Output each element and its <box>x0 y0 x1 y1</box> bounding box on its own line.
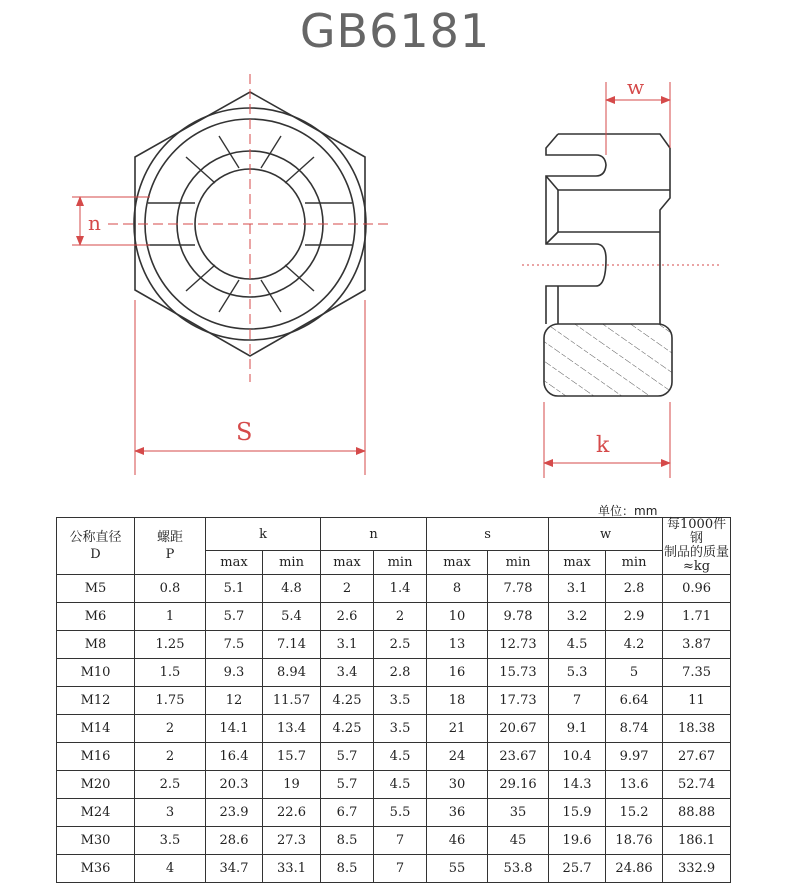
cell-k-min: 19 <box>263 771 321 799</box>
cell-weight: 0.96 <box>663 575 731 603</box>
cell-s-max: 16 <box>427 659 488 687</box>
cell-s-min: 15.73 <box>488 659 549 687</box>
cell-w-min: 6.64 <box>606 687 663 715</box>
header-k: k <box>206 518 321 551</box>
header-p-bottom: P <box>165 547 175 562</box>
cell-p: 2 <box>135 743 206 771</box>
cell-k-min: 27.3 <box>263 827 321 855</box>
cell-n-max: 8.5 <box>321 827 374 855</box>
cell-k-min: 11.57 <box>263 687 321 715</box>
cell-w-min: 2.9 <box>606 603 663 631</box>
side-chamfer-line <box>546 176 558 190</box>
cell-d: M6 <box>57 603 135 631</box>
cell-k-min: 22.6 <box>263 799 321 827</box>
cell-w-max: 25.7 <box>549 855 606 883</box>
cell-d: M16 <box>57 743 135 771</box>
cell-n-max: 5.7 <box>321 771 374 799</box>
cell-n-max: 2.6 <box>321 603 374 631</box>
cell-w-min: 24.86 <box>606 855 663 883</box>
cell-s-max: 21 <box>427 715 488 743</box>
cell-n-min: 3.5 <box>374 687 427 715</box>
header-nominal-diameter <box>57 518 135 575</box>
cell-n-min: 4.5 <box>374 743 427 771</box>
cell-w-min: 13.6 <box>606 771 663 799</box>
cell-w-max: 4.5 <box>549 631 606 659</box>
cell-k-max: 16.4 <box>206 743 263 771</box>
cell-n-max: 4.25 <box>321 687 374 715</box>
header-pitch <box>135 518 206 575</box>
cell-s-min: 17.73 <box>488 687 549 715</box>
cell-k-max: 20.3 <box>206 771 263 799</box>
side-outline-top <box>558 134 670 324</box>
header-w: w <box>549 518 663 551</box>
header-weight-line2: 制品的质量 <box>664 545 730 560</box>
label-k: k <box>596 433 610 458</box>
section-hatch-area <box>544 324 672 396</box>
cell-k-max: 12 <box>206 687 263 715</box>
cell-s-min: 20.67 <box>488 715 549 743</box>
cell-d: M5 <box>57 575 135 603</box>
cell-s-max: 13 <box>427 631 488 659</box>
cell-d: M8 <box>57 631 135 659</box>
cell-k-min: 15.7 <box>263 743 321 771</box>
cell-n-min: 7 <box>374 855 427 883</box>
cell-s-min: 9.78 <box>488 603 549 631</box>
cell-n-min: 5.5 <box>374 799 427 827</box>
label-w: w <box>627 75 645 99</box>
cell-n-min: 7 <box>374 827 427 855</box>
table-row <box>57 575 731 603</box>
cell-d: M20 <box>57 771 135 799</box>
cell-k-max: 28.6 <box>206 827 263 855</box>
cell-weight: 186.1 <box>663 827 731 855</box>
cell-n-max: 3.4 <box>321 659 374 687</box>
cell-s-min: 35 <box>488 799 549 827</box>
cell-d: M10 <box>57 659 135 687</box>
cell-k-max: 9.3 <box>206 659 263 687</box>
cell-s-min: 7.78 <box>488 575 549 603</box>
cell-w-max: 10.4 <box>549 743 606 771</box>
cell-weight: 52.74 <box>663 771 731 799</box>
header-s: s <box>427 518 549 551</box>
cell-s-max: 36 <box>427 799 488 827</box>
label-s: S <box>236 418 253 446</box>
cell-k-min: 5.4 <box>263 603 321 631</box>
cell-s-min: 29.16 <box>488 771 549 799</box>
header-n: n <box>321 518 427 551</box>
cell-n-min: 1.4 <box>374 575 427 603</box>
header-s-min: min <box>488 551 549 575</box>
cell-p: 1.25 <box>135 631 206 659</box>
table-row <box>57 855 731 883</box>
header-p-top: 螺距 <box>156 530 183 545</box>
table-body <box>57 575 731 883</box>
table-row <box>57 715 731 743</box>
cell-n-min: 2.8 <box>374 659 427 687</box>
header-row-main <box>57 518 731 551</box>
label-n: n <box>88 211 101 235</box>
cell-weight: 88.88 <box>663 799 731 827</box>
cell-weight: 1.71 <box>663 603 731 631</box>
cell-w-max: 9.1 <box>549 715 606 743</box>
cell-p: 2.5 <box>135 771 206 799</box>
table-row <box>57 603 731 631</box>
cell-weight: 3.87 <box>663 631 731 659</box>
cell-p: 3 <box>135 799 206 827</box>
cell-w-max: 3.1 <box>549 575 606 603</box>
cell-weight: 18.38 <box>663 715 731 743</box>
table-row <box>57 827 731 855</box>
cell-w-min: 9.97 <box>606 743 663 771</box>
cell-p: 2 <box>135 715 206 743</box>
cell-s-max: 18 <box>427 687 488 715</box>
cell-p: 1.75 <box>135 687 206 715</box>
cell-k-min: 8.94 <box>263 659 321 687</box>
cell-k-min: 33.1 <box>263 855 321 883</box>
cell-p: 3.5 <box>135 827 206 855</box>
cell-w-min: 18.76 <box>606 827 663 855</box>
cell-w-max: 19.6 <box>549 827 606 855</box>
page-title: GB6181 <box>299 4 491 58</box>
header-d-bottom: D <box>90 547 101 562</box>
cell-n-max: 2 <box>321 575 374 603</box>
cell-k-max: 14.1 <box>206 715 263 743</box>
cell-n-max: 8.5 <box>321 855 374 883</box>
cell-k-max: 34.7 <box>206 855 263 883</box>
cell-p: 1.5 <box>135 659 206 687</box>
table-row <box>57 799 731 827</box>
cell-w-max: 3.2 <box>549 603 606 631</box>
cell-d: M14 <box>57 715 135 743</box>
header-w-min: min <box>606 551 663 575</box>
cell-d: M24 <box>57 799 135 827</box>
cell-s-max: 8 <box>427 575 488 603</box>
table-row <box>57 659 731 687</box>
cell-s-min: 45 <box>488 827 549 855</box>
table-row <box>57 687 731 715</box>
cell-weight: 11 <box>663 687 731 715</box>
header-weight-line3: ≈kg <box>683 559 711 574</box>
cell-w-max: 15.9 <box>549 799 606 827</box>
cell-d: M30 <box>57 827 135 855</box>
cell-weight: 27.67 <box>663 743 731 771</box>
header-s-max: max <box>427 551 488 575</box>
cell-d: M36 <box>57 855 135 883</box>
cell-w-min: 5 <box>606 659 663 687</box>
cell-s-max: 10 <box>427 603 488 631</box>
cell-w-min: 8.74 <box>606 715 663 743</box>
cell-w-min: 4.2 <box>606 631 663 659</box>
cell-s-min: 53.8 <box>488 855 549 883</box>
cell-k-min: 4.8 <box>263 575 321 603</box>
cell-w-max: 7 <box>549 687 606 715</box>
cell-s-max: 55 <box>427 855 488 883</box>
header-weight <box>663 518 731 575</box>
table-row <box>57 743 731 771</box>
cell-k-max: 5.7 <box>206 603 263 631</box>
cell-n-max: 6.7 <box>321 799 374 827</box>
header-w-max: max <box>549 551 606 575</box>
header-d-top: 公称直径 <box>69 530 122 545</box>
side-outline-left <box>546 134 606 324</box>
cell-p: 0.8 <box>135 575 206 603</box>
cell-n-min: 3.5 <box>374 715 427 743</box>
cell-n-max: 3.1 <box>321 631 374 659</box>
unit-label: 单位：mm <box>598 504 658 518</box>
header-weight-line1: 每1000件钢 <box>667 517 727 546</box>
cell-k-max: 7.5 <box>206 631 263 659</box>
cell-s-min: 23.67 <box>488 743 549 771</box>
header-n-min: min <box>374 551 427 575</box>
header-k-min: min <box>263 551 321 575</box>
table-row <box>57 631 731 659</box>
spec-table <box>56 517 731 883</box>
cell-w-min: 15.2 <box>606 799 663 827</box>
cell-n-min: 2.5 <box>374 631 427 659</box>
cell-n-min: 2 <box>374 603 427 631</box>
cell-k-max: 5.1 <box>206 575 263 603</box>
cell-n-max: 4.25 <box>321 715 374 743</box>
cell-s-max: 30 <box>427 771 488 799</box>
cell-d: M12 <box>57 687 135 715</box>
cell-k-max: 23.9 <box>206 799 263 827</box>
cell-k-min: 13.4 <box>263 715 321 743</box>
front-dimensions <box>72 74 392 475</box>
header-n-max: max <box>321 551 374 575</box>
cell-s-max: 24 <box>427 743 488 771</box>
cell-n-min: 4.5 <box>374 771 427 799</box>
cell-p: 4 <box>135 855 206 883</box>
cell-n-max: 5.7 <box>321 743 374 771</box>
cell-weight: 332.9 <box>663 855 731 883</box>
cell-s-max: 46 <box>427 827 488 855</box>
table-row <box>57 771 731 799</box>
cell-p: 1 <box>135 603 206 631</box>
header-k-max: max <box>206 551 263 575</box>
cell-w-min: 2.8 <box>606 575 663 603</box>
cell-k-min: 7.14 <box>263 631 321 659</box>
cell-w-max: 14.3 <box>549 771 606 799</box>
nut-drawing <box>0 60 790 480</box>
cell-weight: 7.35 <box>663 659 731 687</box>
cell-w-max: 5.3 <box>549 659 606 687</box>
cell-s-min: 12.73 <box>488 631 549 659</box>
